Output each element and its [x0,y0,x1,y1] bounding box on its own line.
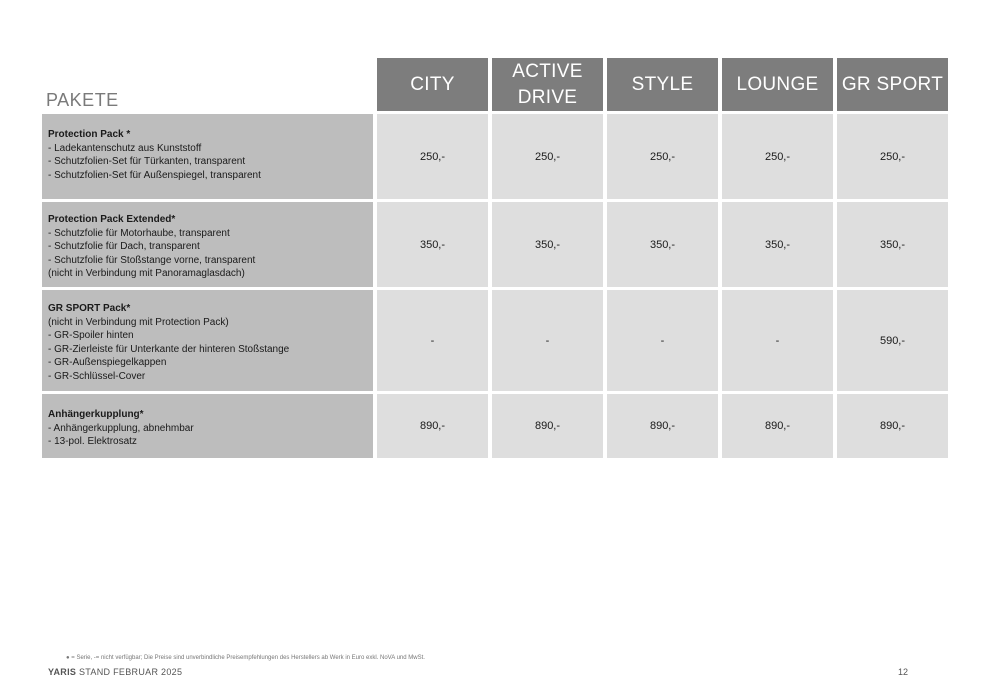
package-row-label [42,202,373,287]
package-row-label [42,290,373,391]
price-cell: 350,- [722,202,833,287]
package-line: - Schutzfolie für Motorhaube, transparent [48,227,230,239]
price-cell: 890,- [607,394,718,458]
column-header-style: STYLE [607,58,718,111]
price-cell: 890,- [492,394,603,458]
price-cell: 890,- [837,394,948,458]
package-line: - 13-pol. Elektrosatz [48,436,137,447]
price-cell: - [722,290,833,391]
package-line: - Schutzfolien-Set für Türkanten, transparent [48,156,246,167]
package-line: - GR-Zierleiste für Unterkante der hinteren Stoßstange [48,343,290,355]
package-line: - Schutzfolie für Stoßstange vorne, transparent [48,254,256,266]
price-cell: 350,- [377,202,488,287]
page-title: PAKETE [46,90,119,110]
package-line: - Anhängerkupplung, abnehmbar [48,422,194,434]
package-line: - GR-Schlüssel-Cover [48,370,146,382]
price-cell: 250,- [377,114,488,199]
column-header-lounge: LOUNGE [722,58,833,111]
package-line: - Schutzfolien-Set für Außenspiegel, transparent [48,169,261,181]
package-line: - GR-Außenspiegelkappen [48,357,167,368]
package-line: - Ladekantenschutz aus Kunststoff [48,142,202,154]
package-title: Protection Pack Extended* [48,214,176,225]
column-header-label: ACTIVE DRIVE [512,60,583,108]
price-cell: 890,- [377,394,488,458]
package-row-label [42,114,373,199]
price-cell: 250,- [837,114,948,199]
price-cell: - [377,290,488,391]
footnote: ● = Serie, -= nicht verfügbar; Die Preise sind unverbindliche Preisempfehlungen des Herstellers ab Werk in Euro exkl. NoVA und MwSt. [66,655,425,661]
package-line: (nicht in Verbindung mit Panoramaglasdach) [48,268,245,279]
footer-model-name: YARIS [48,667,77,677]
package-title: GR SPORT Pack* [48,303,131,314]
price-cell: 350,- [837,202,948,287]
package-title: Protection Pack * [48,129,131,140]
footer-stand: STAND FEBRUAR 2025 [79,667,183,677]
price-cell: - [492,290,603,391]
price-cell: 250,- [492,114,603,199]
column-header-city: CITY [377,58,488,111]
price-cell: 350,- [607,202,718,287]
package-line: (nicht in Verbindung mit Protection Pack) [48,316,229,328]
price-cell: 350,- [492,202,603,287]
column-header-gr-sport: GR SPORT [837,58,948,111]
page-number: 12 [898,667,909,677]
price-cell: 590,- [837,290,948,391]
column-header-active-drive [492,58,603,111]
package-title: Anhängerkupplung* [48,409,144,420]
price-cell: 250,- [607,114,718,199]
footer-model [48,667,182,677]
price-cell: 890,- [722,394,833,458]
package-line: - Schutzfolie für Dach, transparent [48,241,200,252]
package-row-label [42,394,373,458]
package-line: - GR-Spoiler hinten [48,330,134,341]
price-cell: - [607,290,718,391]
price-cell: 250,- [722,114,833,199]
